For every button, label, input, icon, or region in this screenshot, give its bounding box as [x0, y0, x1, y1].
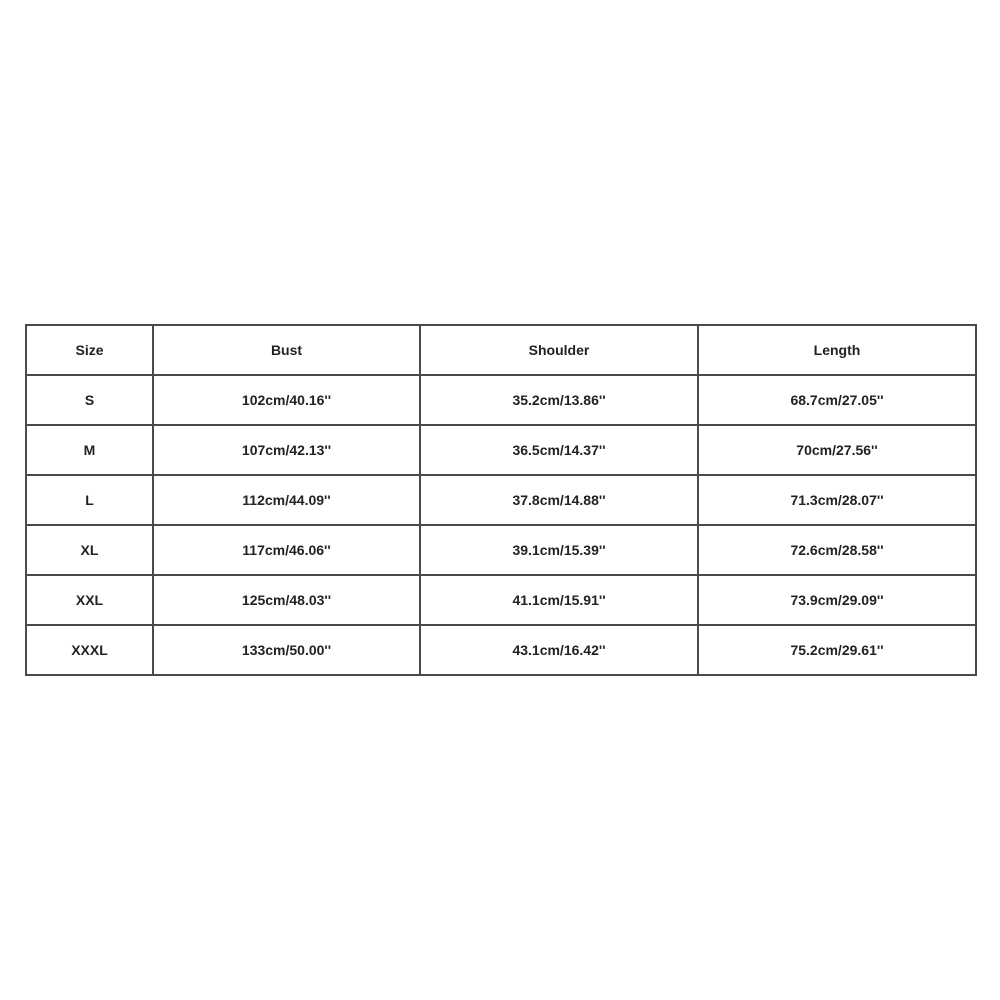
table-header-row [26, 325, 976, 375]
cell-bust: 117cm/46.06'' [153, 525, 420, 575]
cell-shoulder: 41.1cm/15.91'' [420, 575, 698, 625]
cell-length: 70cm/27.56'' [698, 425, 976, 475]
cell-size: M [26, 425, 153, 475]
cell-length: 68.7cm/27.05'' [698, 375, 976, 425]
cell-length: 71.3cm/28.07'' [698, 475, 976, 525]
cell-size: XXL [26, 575, 153, 625]
header-shoulder: Shoulder [420, 325, 698, 375]
table-row [26, 575, 976, 625]
cell-length: 75.2cm/29.61'' [698, 625, 976, 675]
cell-size: XL [26, 525, 153, 575]
table-row [26, 625, 976, 675]
header-bust: Bust [153, 325, 420, 375]
cell-length: 72.6cm/28.58'' [698, 525, 976, 575]
cell-bust: 107cm/42.13'' [153, 425, 420, 475]
cell-length: 73.9cm/29.09'' [698, 575, 976, 625]
table-row [26, 375, 976, 425]
cell-bust: 133cm/50.00'' [153, 625, 420, 675]
header-size: Size [26, 325, 153, 375]
size-chart-table [25, 324, 977, 676]
cell-size: XXXL [26, 625, 153, 675]
table-row [26, 425, 976, 475]
cell-size: S [26, 375, 153, 425]
cell-bust: 102cm/40.16'' [153, 375, 420, 425]
header-length: Length [698, 325, 976, 375]
cell-shoulder: 39.1cm/15.39'' [420, 525, 698, 575]
cell-shoulder: 36.5cm/14.37'' [420, 425, 698, 475]
cell-shoulder: 35.2cm/13.86'' [420, 375, 698, 425]
cell-size: L [26, 475, 153, 525]
cell-shoulder: 37.8cm/14.88'' [420, 475, 698, 525]
cell-shoulder: 43.1cm/16.42'' [420, 625, 698, 675]
table-row [26, 525, 976, 575]
table-row [26, 475, 976, 525]
cell-bust: 125cm/48.03'' [153, 575, 420, 625]
cell-bust: 112cm/44.09'' [153, 475, 420, 525]
